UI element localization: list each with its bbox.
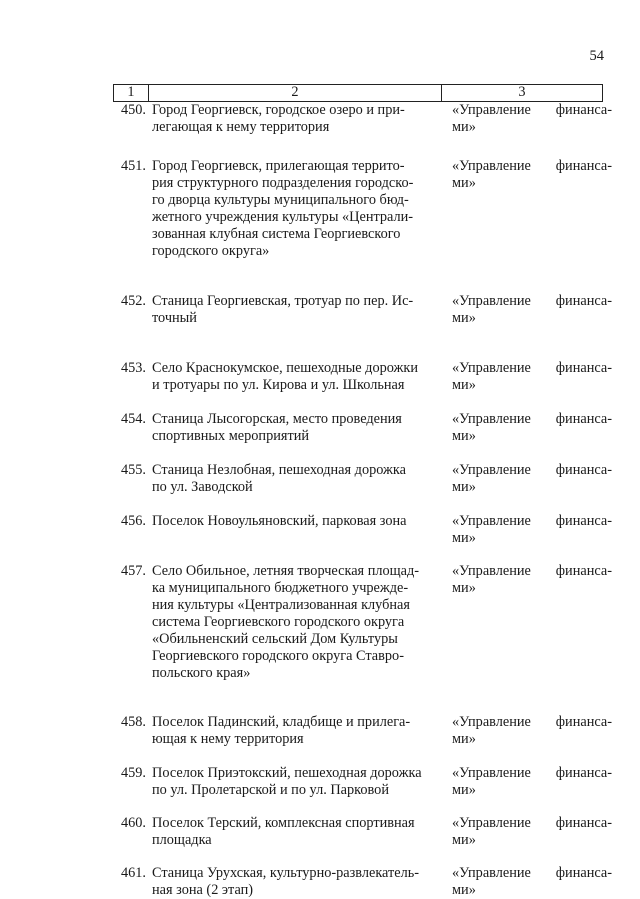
responsible-part-2: финанса- xyxy=(555,102,612,118)
responsible-part-1: «Управление xyxy=(452,360,531,376)
description-line: Город Георгиевск, городское озеро и при- xyxy=(152,102,405,118)
row-description xyxy=(152,360,442,394)
description-line: Поселок Новоульяновский, парковая зона xyxy=(152,513,407,529)
responsible-part-3: ми» xyxy=(452,175,476,191)
description-line: Поселок Приэтокский, пешеходная дорожка xyxy=(152,765,422,781)
responsible-part-2: финанса- xyxy=(555,714,612,730)
row-responsible xyxy=(452,563,612,682)
responsible-part-1: «Управление xyxy=(452,462,531,478)
description-line: Станица Незлобная, пешеходная дорожка xyxy=(152,462,406,478)
table-row xyxy=(0,360,640,394)
row-description xyxy=(152,765,442,799)
description-line: жетного учреждения культуры «Централи- xyxy=(152,209,414,225)
row-number: 455. xyxy=(120,462,146,478)
table-body xyxy=(0,102,640,899)
description-line: ния культуры «Централизованная клубная xyxy=(152,597,410,613)
responsible-part-3: ми» xyxy=(452,119,476,135)
row-description xyxy=(152,563,442,682)
description-line: по ул. Заводской xyxy=(152,479,253,495)
row-number: 454. xyxy=(120,411,146,427)
row-responsible xyxy=(452,714,612,748)
row-description xyxy=(152,714,442,748)
description-line: рия структурного подразделения городско- xyxy=(152,175,414,191)
description-line: го дворца культуры муниципального бюд- xyxy=(152,192,409,208)
responsible-part-2: финанса- xyxy=(555,462,612,478)
row-description xyxy=(152,513,442,547)
row-responsible xyxy=(452,513,612,547)
description-line: Село Краснокумское, пешеходные дорожки xyxy=(152,360,419,376)
responsible-part-1: «Управление xyxy=(452,765,531,781)
table-row xyxy=(0,158,640,260)
row-description xyxy=(152,815,442,849)
responsible-part-1: «Управление xyxy=(452,815,531,831)
row-responsible xyxy=(452,293,612,327)
responsible-part-1: «Управление xyxy=(452,411,531,427)
description-line: спортивных мероприятий xyxy=(152,428,310,444)
responsible-part-3: ми» xyxy=(452,428,476,444)
description-line: Станица Лысогорская, место проведения xyxy=(152,411,402,427)
description-line: ющая к нему территория xyxy=(152,731,304,747)
row-number: 451. xyxy=(120,158,146,174)
responsible-part-3: ми» xyxy=(452,310,476,326)
responsible-part-2: финанса- xyxy=(555,563,612,579)
row-responsible xyxy=(452,158,612,260)
row-number: 453. xyxy=(120,360,146,376)
description-line: «Обильненский сельский Дом Культуры xyxy=(152,631,398,647)
table-row xyxy=(0,563,640,682)
row-description xyxy=(152,102,442,136)
responsible-part-1: «Управление xyxy=(452,513,531,529)
responsible-part-2: финанса- xyxy=(555,293,612,309)
responsible-part-2: финанса- xyxy=(555,765,612,781)
row-description xyxy=(152,293,442,327)
responsible-part-1: «Управление xyxy=(452,102,531,118)
row-number: 459. xyxy=(120,765,146,781)
description-line: Станица Урухская, культурно-развлекатель- xyxy=(152,865,420,881)
row-number: 456. xyxy=(120,513,146,529)
table-row xyxy=(0,513,640,547)
row-number: 450. xyxy=(120,102,146,118)
responsible-part-1: «Управление xyxy=(452,293,531,309)
description-line: точный xyxy=(152,310,197,326)
table-row xyxy=(0,102,640,136)
responsible-part-2: финанса- xyxy=(555,360,612,376)
description-line: и тротуары по ул. Кирова и ул. Школьная xyxy=(152,377,405,393)
description-line: Поселок Падинский, кладбище и прилега- xyxy=(152,714,411,730)
responsible-part-2: финанса- xyxy=(555,411,612,427)
row-description xyxy=(152,462,442,496)
row-description xyxy=(152,411,442,445)
row-responsible xyxy=(452,360,612,394)
responsible-part-3: ми» xyxy=(452,882,476,898)
row-responsible xyxy=(452,102,612,136)
responsible-part-1: «Управление xyxy=(452,865,531,881)
responsible-part-1: «Управление xyxy=(452,563,531,579)
responsible-part-2: финанса- xyxy=(555,158,612,174)
header-col-2: 2 xyxy=(148,85,441,101)
responsible-part-3: ми» xyxy=(452,731,476,747)
description-line: ка муниципального бюджетного учрежде- xyxy=(152,580,409,596)
header-col-3: 3 xyxy=(441,85,603,101)
description-line: площадка xyxy=(152,832,212,848)
table-row xyxy=(0,293,640,327)
responsible-part-3: ми» xyxy=(452,530,476,546)
responsible-part-3: ми» xyxy=(452,832,476,848)
page-number: 54 xyxy=(589,48,604,64)
table-row xyxy=(0,411,640,445)
row-number: 460. xyxy=(120,815,146,831)
responsible-part-1: «Управление xyxy=(452,158,531,174)
responsible-part-2: финанса- xyxy=(555,865,612,881)
table-row xyxy=(0,714,640,748)
description-line: Поселок Терский, комплексная спортивная xyxy=(152,815,415,831)
responsible-part-1: «Управление xyxy=(452,714,531,730)
description-line: городского округа» xyxy=(152,243,270,259)
description-line: Станица Георгиевская, тротуар по пер. Ис- xyxy=(152,293,414,309)
responsible-part-2: финанса- xyxy=(555,513,612,529)
row-number: 452. xyxy=(120,293,146,309)
row-responsible xyxy=(452,865,612,899)
table-row xyxy=(0,865,640,899)
row-responsible xyxy=(452,462,612,496)
description-line: польского края» xyxy=(152,665,251,681)
row-responsible xyxy=(452,765,612,799)
description-line: система Георгиевского городского округа xyxy=(152,614,405,630)
header-col-1: 1 xyxy=(113,85,148,101)
description-line: ная зона (2 этап) xyxy=(152,882,254,898)
table-row xyxy=(0,765,640,799)
responsible-part-3: ми» xyxy=(452,377,476,393)
responsible-part-2: финанса- xyxy=(555,815,612,831)
responsible-part-3: ми» xyxy=(452,479,476,495)
row-number: 457. xyxy=(120,563,146,579)
description-line: Село Обильное, летняя творческая площад- xyxy=(152,563,420,579)
description-line: легающая к нему территория xyxy=(152,119,330,135)
description-line: Георгиевского городского округа Ставро- xyxy=(152,648,404,664)
description-line: по ул. Пролетарской и по ул. Парковой xyxy=(152,782,389,798)
row-number: 461. xyxy=(120,865,146,881)
table-row xyxy=(0,462,640,496)
responsible-part-3: ми» xyxy=(452,782,476,798)
row-description xyxy=(152,158,442,260)
row-description xyxy=(152,865,442,899)
table-header xyxy=(113,84,603,102)
responsible-part-3: ми» xyxy=(452,580,476,596)
row-responsible xyxy=(452,411,612,445)
description-line: Город Георгиевск, прилегающая террито- xyxy=(152,158,405,174)
description-line: зованная клубная система Георгиевского xyxy=(152,226,401,242)
table-row xyxy=(0,815,640,849)
row-responsible xyxy=(452,815,612,849)
row-number: 458. xyxy=(120,714,146,730)
